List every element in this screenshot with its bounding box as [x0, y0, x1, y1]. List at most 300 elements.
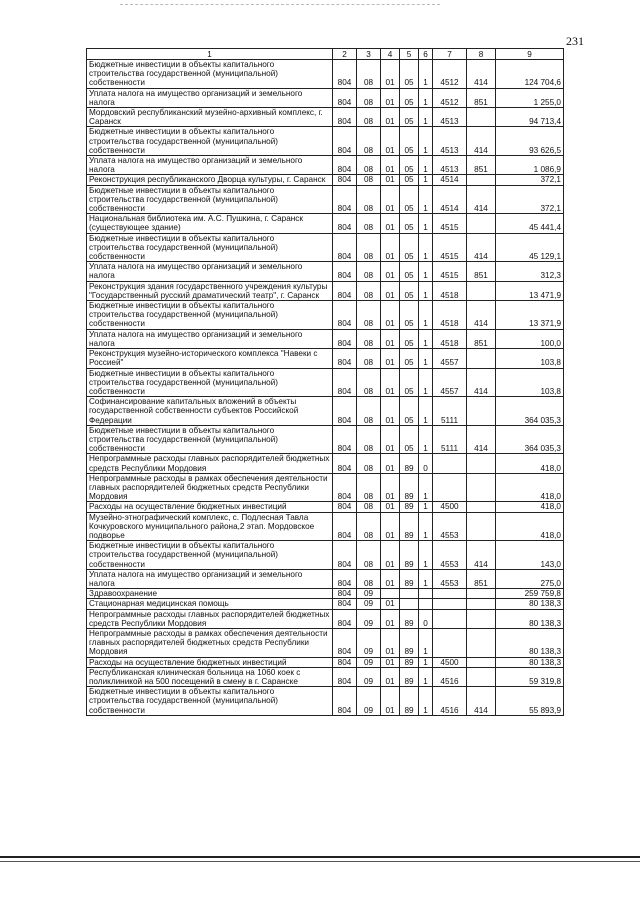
table-row: [87, 657, 564, 667]
row-expense-type-cell: 851: [467, 156, 496, 175]
row-name-cell: Непрограммные расходы главных распорядителей бюджетных средств Республики Мордовия: [87, 609, 333, 628]
row-section-cell: 08: [357, 569, 381, 588]
row-admin-code-cell: 804: [333, 262, 357, 281]
row-subsection-cell: 01: [381, 329, 400, 348]
row-sum-cell: 103,8: [496, 368, 564, 397]
row-program-cell: 05: [400, 368, 419, 397]
row-name-cell: Непрограммные расходы в рамках обеспечения деятельности главных распорядителей бюджетных средств Республики Мордовия: [87, 628, 333, 657]
row-program-cell: 89: [400, 541, 419, 570]
table-row: [87, 541, 564, 570]
row-subsection-cell: 01: [381, 88, 400, 107]
row-section-cell: 09: [357, 667, 381, 686]
row-target-cell: [433, 609, 467, 628]
row-subsection-cell: 01: [381, 214, 400, 233]
column-header: 1: [87, 49, 333, 60]
row-admin-code-cell: 804: [333, 425, 357, 454]
row-target-cell: 4514: [433, 185, 467, 214]
row-section-cell: 08: [357, 425, 381, 454]
row-expense-type-cell: [467, 397, 496, 426]
row-sum-cell: 80 138,3: [496, 657, 564, 667]
row-section-cell: 08: [357, 156, 381, 175]
table-row: [87, 127, 564, 156]
row-subprogram-cell: 1: [419, 60, 433, 89]
table-row: [87, 185, 564, 214]
row-expense-type-cell: 414: [467, 301, 496, 330]
row-admin-code-cell: 804: [333, 127, 357, 156]
row-section-cell: 08: [357, 502, 381, 512]
row-target-cell: 4500: [433, 657, 467, 667]
row-target-cell: 4557: [433, 368, 467, 397]
row-program-cell: 89: [400, 628, 419, 657]
row-target-cell: 4518: [433, 281, 467, 300]
row-expense-type-cell: [467, 667, 496, 686]
row-name-cell: Стационарная медицинская помощь: [87, 599, 333, 609]
row-section-cell: 08: [357, 301, 381, 330]
row-subsection-cell: 01: [381, 281, 400, 300]
row-name-cell: Непрограммные расходы в рамках обеспечения деятельности главных распорядителей бюджетных средств Республики Мордовия: [87, 473, 333, 502]
row-subprogram-cell: 1: [419, 687, 433, 716]
page-number: 231: [566, 34, 584, 48]
row-name-cell: Софинансирование капитальных вложений в объекты государственной собственности субъектов Российской Федерации: [87, 397, 333, 426]
row-expense-type-cell: 851: [467, 88, 496, 107]
row-name-cell: Бюджетные инвестиции в объекты капитального строительства государственной (муниципальной) собственности: [87, 541, 333, 570]
row-subsection-cell: 01: [381, 262, 400, 281]
row-program-cell: 89: [400, 657, 419, 667]
row-sum-cell: 312,3: [496, 262, 564, 281]
table-row: [87, 667, 564, 686]
row-section-cell: 08: [357, 368, 381, 397]
row-subprogram-cell: 1: [419, 214, 433, 233]
row-expense-type-cell: 414: [467, 185, 496, 214]
row-admin-code-cell: 804: [333, 185, 357, 214]
row-sum-cell: 80 138,3: [496, 609, 564, 628]
row-name-cell: Уплата налога на имущество организаций и земельного налога: [87, 569, 333, 588]
table-body: [87, 60, 564, 716]
table-row: [87, 214, 564, 233]
row-admin-code-cell: 804: [333, 473, 357, 502]
row-expense-type-cell: 414: [467, 127, 496, 156]
row-subprogram-cell: [419, 589, 433, 599]
table-row: [87, 569, 564, 588]
top-scan-rule: [120, 4, 440, 6]
row-subsection-cell: 01: [381, 512, 400, 541]
row-admin-code-cell: 804: [333, 329, 357, 348]
column-header: 5: [400, 49, 419, 60]
row-name-cell: Республиканская клиническая больница на 1060 коек с поликлиникой на 500 посещений в смену в г. Саранске: [87, 667, 333, 686]
row-subprogram-cell: 1: [419, 667, 433, 686]
row-admin-code-cell: 804: [333, 454, 357, 473]
row-admin-code-cell: 804: [333, 108, 357, 127]
table-row: [87, 108, 564, 127]
row-target-cell: 4514: [433, 175, 467, 185]
row-section-cell: 08: [357, 512, 381, 541]
table-row: [87, 397, 564, 426]
row-name-cell: Национальная библиотека им. А.С. Пушкина, г. Саранск (существующее здание): [87, 214, 333, 233]
row-admin-code-cell: 804: [333, 60, 357, 89]
row-program-cell: 89: [400, 569, 419, 588]
bottom-scan-rule-thin: [0, 861, 640, 862]
row-name-cell: Непрограммные расходы главных распорядителей бюджетных средств Республики Мордовия: [87, 454, 333, 473]
row-program-cell: 05: [400, 108, 419, 127]
row-sum-cell: 275,0: [496, 569, 564, 588]
row-admin-code-cell: 804: [333, 599, 357, 609]
row-subsection-cell: 01: [381, 687, 400, 716]
row-section-cell: 09: [357, 599, 381, 609]
row-section-cell: 08: [357, 175, 381, 185]
row-section-cell: 08: [357, 88, 381, 107]
table-row: [87, 156, 564, 175]
table-row: [87, 301, 564, 330]
row-program-cell: 89: [400, 609, 419, 628]
row-subprogram-cell: 1: [419, 156, 433, 175]
row-admin-code-cell: 804: [333, 233, 357, 262]
row-sum-cell: 45 441,4: [496, 214, 564, 233]
row-subsection-cell: 01: [381, 569, 400, 588]
row-program-cell: 89: [400, 502, 419, 512]
row-sum-cell: 1 086,9: [496, 156, 564, 175]
row-section-cell: 08: [357, 233, 381, 262]
row-subsection-cell: 01: [381, 368, 400, 397]
row-subprogram-cell: 1: [419, 512, 433, 541]
row-sum-cell: 364 035,3: [496, 397, 564, 426]
row-subsection-cell: [381, 589, 400, 599]
row-sum-cell: 124 704,6: [496, 60, 564, 89]
row-target-cell: 4553: [433, 512, 467, 541]
row-expense-type-cell: [467, 349, 496, 368]
row-program-cell: 05: [400, 60, 419, 89]
row-sum-cell: 93 626,5: [496, 127, 564, 156]
row-expense-type-cell: [467, 599, 496, 609]
row-admin-code-cell: 804: [333, 541, 357, 570]
row-target-cell: 4516: [433, 687, 467, 716]
row-name-cell: Расходы на осуществление бюджетных инвестиций: [87, 657, 333, 667]
row-subsection-cell: 01: [381, 349, 400, 368]
row-sum-cell: 100,0: [496, 329, 564, 348]
row-name-cell: Бюджетные инвестиции в объекты капитального строительства государственной (муниципальной) собственности: [87, 368, 333, 397]
row-program-cell: 05: [400, 175, 419, 185]
row-sum-cell: 55 893,9: [496, 687, 564, 716]
row-program-cell: 05: [400, 329, 419, 348]
row-subprogram-cell: [419, 599, 433, 609]
row-target-cell: 4518: [433, 301, 467, 330]
row-sum-cell: 13 371,9: [496, 301, 564, 330]
table-row: [87, 425, 564, 454]
row-program-cell: 89: [400, 454, 419, 473]
row-target-cell: [433, 628, 467, 657]
row-subprogram-cell: 1: [419, 397, 433, 426]
table-row: [87, 262, 564, 281]
row-subprogram-cell: 1: [419, 127, 433, 156]
row-program-cell: 89: [400, 512, 419, 541]
row-section-cell: 09: [357, 657, 381, 667]
row-expense-type-cell: [467, 281, 496, 300]
column-header: 3: [357, 49, 381, 60]
row-subprogram-cell: 0: [419, 454, 433, 473]
row-subsection-cell: 01: [381, 425, 400, 454]
row-admin-code-cell: 804: [333, 502, 357, 512]
row-section-cell: 08: [357, 60, 381, 89]
column-header: 6: [419, 49, 433, 60]
row-admin-code-cell: 804: [333, 609, 357, 628]
row-section-cell: 08: [357, 329, 381, 348]
table-row: [87, 233, 564, 262]
row-expense-type-cell: 851: [467, 329, 496, 348]
table-row: [87, 687, 564, 716]
row-subsection-cell: 01: [381, 502, 400, 512]
row-name-cell: Бюджетные инвестиции в объекты капитального строительства государственной (муниципальной) собственности: [87, 233, 333, 262]
row-sum-cell: 1 255,0: [496, 88, 564, 107]
row-section-cell: 08: [357, 214, 381, 233]
row-target-cell: 4515: [433, 214, 467, 233]
row-subprogram-cell: 0: [419, 609, 433, 628]
row-subprogram-cell: 1: [419, 175, 433, 185]
row-target-cell: 4553: [433, 541, 467, 570]
row-program-cell: 05: [400, 349, 419, 368]
row-section-cell: 09: [357, 589, 381, 599]
row-expense-type-cell: [467, 589, 496, 599]
row-admin-code-cell: 804: [333, 397, 357, 426]
row-sum-cell: 94 713,4: [496, 108, 564, 127]
row-sum-cell: 372,1: [496, 175, 564, 185]
row-admin-code-cell: 804: [333, 156, 357, 175]
row-subsection-cell: 01: [381, 127, 400, 156]
table-row: [87, 512, 564, 541]
row-target-cell: 4516: [433, 667, 467, 686]
row-section-cell: 09: [357, 609, 381, 628]
row-program-cell: 05: [400, 281, 419, 300]
table-row: [87, 88, 564, 107]
row-name-cell: Уплата налога на имущество организаций и земельного налога: [87, 329, 333, 348]
row-program-cell: 89: [400, 667, 419, 686]
table-row: [87, 502, 564, 512]
row-subprogram-cell: 1: [419, 108, 433, 127]
row-subsection-cell: 01: [381, 454, 400, 473]
row-program-cell: 05: [400, 127, 419, 156]
row-expense-type-cell: [467, 454, 496, 473]
budget-table: [86, 48, 564, 716]
row-subprogram-cell: 1: [419, 628, 433, 657]
row-name-cell: Здравоохранение: [87, 589, 333, 599]
row-subprogram-cell: 1: [419, 301, 433, 330]
table-row: [87, 368, 564, 397]
row-admin-code-cell: 804: [333, 214, 357, 233]
row-subprogram-cell: 1: [419, 233, 433, 262]
row-name-cell: Расходы на осуществление бюджетных инвестиций: [87, 502, 333, 512]
row-sum-cell: 103,8: [496, 349, 564, 368]
row-program-cell: 05: [400, 397, 419, 426]
row-section-cell: 08: [357, 454, 381, 473]
row-section-cell: 08: [357, 185, 381, 214]
row-subsection-cell: 01: [381, 657, 400, 667]
row-subprogram-cell: 1: [419, 473, 433, 502]
row-admin-code-cell: 804: [333, 589, 357, 599]
table-row: [87, 454, 564, 473]
row-target-cell: 4515: [433, 262, 467, 281]
row-sum-cell: 418,0: [496, 512, 564, 541]
row-subprogram-cell: 1: [419, 349, 433, 368]
row-subprogram-cell: 1: [419, 281, 433, 300]
row-subprogram-cell: 1: [419, 185, 433, 214]
row-subsection-cell: 01: [381, 628, 400, 657]
row-target-cell: 4513: [433, 127, 467, 156]
table-row: [87, 281, 564, 300]
row-expense-type-cell: 851: [467, 569, 496, 588]
row-name-cell: Реконструкция здания государственного учреждения культуры "Государственный русский драматический театр", г. Саранск: [87, 281, 333, 300]
row-target-cell: [433, 454, 467, 473]
row-subprogram-cell: 1: [419, 425, 433, 454]
row-program-cell: 05: [400, 233, 419, 262]
row-expense-type-cell: [467, 214, 496, 233]
row-target-cell: 5111: [433, 425, 467, 454]
row-subsection-cell: 01: [381, 541, 400, 570]
column-header: 7: [433, 49, 467, 60]
row-sum-cell: 418,0: [496, 502, 564, 512]
row-program-cell: 05: [400, 214, 419, 233]
row-name-cell: Бюджетные инвестиции в объекты капитального строительства государственной (муниципальной) собственности: [87, 127, 333, 156]
row-target-cell: 4553: [433, 569, 467, 588]
row-subprogram-cell: 1: [419, 502, 433, 512]
row-sum-cell: 364 035,3: [496, 425, 564, 454]
row-name-cell: Бюджетные инвестиции в объекты капитального строительства государственной (муниципальной) собственности: [87, 687, 333, 716]
row-program-cell: 05: [400, 185, 419, 214]
row-target-cell: 4513: [433, 156, 467, 175]
row-expense-type-cell: [467, 657, 496, 667]
table-row: [87, 60, 564, 89]
row-name-cell: Реконструкция республиканского Дворца культуры, г. Саранск: [87, 175, 333, 185]
row-subprogram-cell: 1: [419, 569, 433, 588]
row-sum-cell: 45 129,1: [496, 233, 564, 262]
table-row: [87, 349, 564, 368]
row-target-cell: [433, 589, 467, 599]
row-sum-cell: 143,0: [496, 541, 564, 570]
row-program-cell: 05: [400, 262, 419, 281]
table-row: [87, 628, 564, 657]
row-target-cell: 4513: [433, 108, 467, 127]
row-program-cell: 89: [400, 687, 419, 716]
row-name-cell: Реконструкция музейно-исторического комплекса "Навеки с Россией": [87, 349, 333, 368]
row-expense-type-cell: [467, 609, 496, 628]
row-name-cell: Музейно-этнографический комплекс, с. Подлесная Тавла Кочкуровского муниципального района,2 этап. Мордовское подворье: [87, 512, 333, 541]
row-subsection-cell: 01: [381, 60, 400, 89]
table-row: [87, 175, 564, 185]
row-admin-code-cell: 804: [333, 687, 357, 716]
column-header: 4: [381, 49, 400, 60]
row-target-cell: 4512: [433, 60, 467, 89]
row-target-cell: [433, 473, 467, 502]
row-section-cell: 08: [357, 473, 381, 502]
row-program-cell: 05: [400, 425, 419, 454]
row-program-cell: [400, 599, 419, 609]
column-header: 2: [333, 49, 357, 60]
row-subprogram-cell: 1: [419, 329, 433, 348]
row-expense-type-cell: 414: [467, 425, 496, 454]
row-subsection-cell: 01: [381, 301, 400, 330]
row-expense-type-cell: 414: [467, 687, 496, 716]
row-section-cell: 08: [357, 541, 381, 570]
column-header: 8: [467, 49, 496, 60]
row-expense-type-cell: [467, 175, 496, 185]
row-subsection-cell: 01: [381, 599, 400, 609]
row-program-cell: 05: [400, 88, 419, 107]
row-name-cell: Бюджетные инвестиции в объекты капитального строительства государственной (муниципальной) собственности: [87, 301, 333, 330]
row-sum-cell: 80 138,3: [496, 599, 564, 609]
row-target-cell: 5111: [433, 397, 467, 426]
table-row: [87, 609, 564, 628]
row-program-cell: 89: [400, 473, 419, 502]
row-expense-type-cell: [467, 628, 496, 657]
row-name-cell: Бюджетные инвестиции в объекты капитального строительства государственной (муниципальной) собственности: [87, 425, 333, 454]
row-name-cell: Уплата налога на имущество организаций и земельного налога: [87, 262, 333, 281]
row-admin-code-cell: 804: [333, 368, 357, 397]
row-subprogram-cell: 1: [419, 262, 433, 281]
row-expense-type-cell: 414: [467, 368, 496, 397]
row-expense-type-cell: 851: [467, 262, 496, 281]
row-target-cell: 4500: [433, 502, 467, 512]
header-row: [87, 49, 564, 60]
row-expense-type-cell: [467, 108, 496, 127]
row-sum-cell: 13 471,9: [496, 281, 564, 300]
row-subprogram-cell: 1: [419, 541, 433, 570]
row-name-cell: Уплата налога на имущество организаций и земельного налога: [87, 156, 333, 175]
row-sum-cell: 259 759,8: [496, 589, 564, 599]
row-expense-type-cell: [467, 502, 496, 512]
row-admin-code-cell: 804: [333, 512, 357, 541]
table-row: [87, 589, 564, 599]
row-sum-cell: 80 138,3: [496, 628, 564, 657]
table-row: [87, 599, 564, 609]
row-subsection-cell: 01: [381, 108, 400, 127]
row-section-cell: 08: [357, 281, 381, 300]
row-expense-type-cell: 414: [467, 233, 496, 262]
row-target-cell: 4557: [433, 349, 467, 368]
row-expense-type-cell: [467, 512, 496, 541]
row-program-cell: 05: [400, 156, 419, 175]
row-subsection-cell: 01: [381, 667, 400, 686]
row-subsection-cell: 01: [381, 175, 400, 185]
bottom-scan-rule: [0, 856, 640, 858]
row-expense-type-cell: [467, 473, 496, 502]
row-admin-code-cell: 804: [333, 281, 357, 300]
row-subsection-cell: 01: [381, 233, 400, 262]
row-expense-type-cell: 414: [467, 60, 496, 89]
table-row: [87, 473, 564, 502]
table-row: [87, 329, 564, 348]
row-name-cell: Бюджетные инвестиции в объекты капитального строительства государственной (муниципальной) собственности: [87, 185, 333, 214]
row-target-cell: 4518: [433, 329, 467, 348]
row-subsection-cell: 01: [381, 473, 400, 502]
row-admin-code-cell: 804: [333, 569, 357, 588]
row-admin-code-cell: 804: [333, 657, 357, 667]
row-subsection-cell: 01: [381, 156, 400, 175]
row-name-cell: Уплата налога на имущество организаций и земельного налога: [87, 88, 333, 107]
row-admin-code-cell: 804: [333, 349, 357, 368]
row-sum-cell: 59 319,8: [496, 667, 564, 686]
row-admin-code-cell: 804: [333, 175, 357, 185]
row-name-cell: Бюджетные инвестиции в объекты капитального строительства государственной (муниципальной) собственности: [87, 60, 333, 89]
row-section-cell: 08: [357, 108, 381, 127]
row-subsection-cell: 01: [381, 185, 400, 214]
column-header: 9: [496, 49, 564, 60]
row-section-cell: 08: [357, 127, 381, 156]
row-program-cell: 05: [400, 301, 419, 330]
row-section-cell: 09: [357, 687, 381, 716]
row-target-cell: 4515: [433, 233, 467, 262]
row-expense-type-cell: 414: [467, 541, 496, 570]
row-section-cell: 08: [357, 397, 381, 426]
row-sum-cell: 418,0: [496, 473, 564, 502]
row-target-cell: [433, 599, 467, 609]
row-program-cell: [400, 589, 419, 599]
